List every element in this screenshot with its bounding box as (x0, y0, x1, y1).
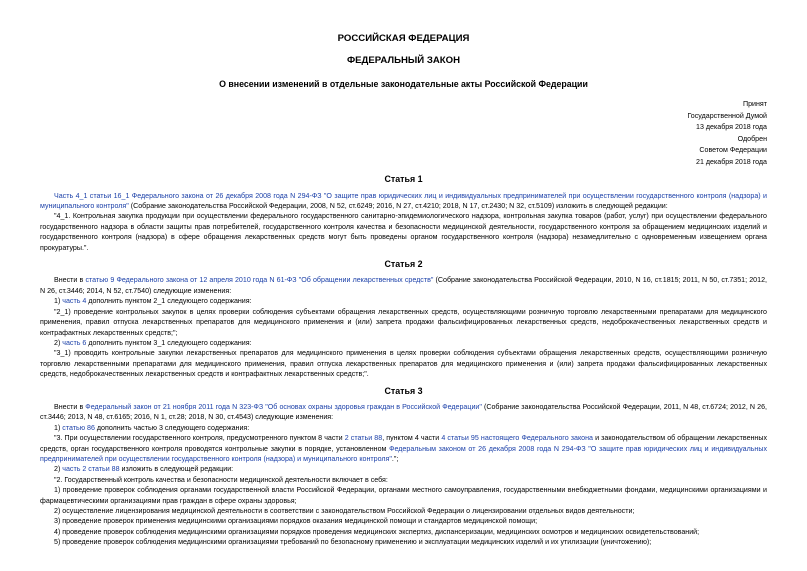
article-2-item-2-quote: "3_1) проводить контрольные закупки лекарственных препаратов для медицинского применения в целях проверки соблюдения субъектами обращения лекарственных средств, осуществляющими розничную торговлю лекарственными препаратами для медицинского применения, правил отпуска лекарственных препаратов для медицинского применения и (или) запрета продажи фальсифицированных лекарственных средств, недоброкачественных лекарственных средств и контрафактных лекарственных средств;". (40, 349, 767, 379)
article-2-item-2-num: 2) (54, 338, 63, 347)
article-2-item-1-text: дополнить пунктом 2_1 следующего содержания: (86, 297, 252, 306)
council-date: 21 декабря 2018 года (696, 157, 767, 166)
article-3-intro (40, 402, 767, 423)
article-2-item-2 (40, 338, 767, 348)
article-88-link[interactable]: 2 статьи 88 (344, 434, 383, 443)
article-3-intro-pre: Внести в (54, 402, 86, 411)
article-1-intro-link[interactable]: Часть 4_1 статьи 16_1 Федерального закона от 26 декабря 2008 года N 294-ФЗ "О защите прав юридических лиц и индивидуальных предпринимателей при осуществлении государственного контроля (надзора) и муниципального контроля" (40, 191, 767, 211)
article-2-item-2-text: дополнить пунктом 3_1 следующего содержания: (86, 338, 252, 347)
article-2-item-2-link[interactable]: часть 6 (62, 338, 87, 347)
article-2-item-1-quote: "2_1) проведение контрольных закупок в целях проверки соблюдения субъектами обращения лекарственных средств, осуществляющими розничную торговлю лекарственными препаратами для медицинского применения, правил отпуска лекарственных препаратов для медицинского применения и (или) запрета продажи фальсифицированных лекарственных средств, недоброкачественных лекарственных средств и контрафактных лекарственных средств;"; (40, 307, 767, 337)
sub-item-3: 3) проведение проверок применения медицинскими организациями порядков оказания медицинской помощи и стандартов медицинской помощи; (54, 517, 538, 526)
adoption-block (40, 99, 767, 168)
article-2-item-1 (40, 296, 767, 306)
law-294-link[interactable]: Федеральным законом от 26 декабря 2008 года N 294-ФЗ "О защите прав юридических лиц и индивидуальных предпринимателей при осуществлении государственного контроля (надзора) и муниципального контроля" (40, 444, 767, 463)
article-3-item-2-num: 2) (54, 465, 63, 474)
article-1-intro-text: (Собрание законодательства Российской Федерации, 2008, N 52, ст.6249; 2016, N 27, ст.4210; 2018, N 17, ст.2430; N 32, ст.5109) изложить в следующей редакции: (128, 202, 668, 211)
article-3-item-1-link[interactable]: статью 86 (62, 423, 95, 432)
article-2-item-1-num: 1) (54, 297, 63, 306)
article-95-link[interactable]: 4 статьи 95 настоящего Федерального закона (441, 434, 593, 443)
article-3-item-2-quote: "2. Государственный контроль качества и безопасности медицинской деятельности включает в себя: (54, 475, 388, 484)
article-3-item-2-link[interactable]: часть 2 статьи 88 (62, 465, 120, 474)
article-3-item-1 (40, 423, 767, 433)
article-3-item-2-text: изложить в следующей редакции: (119, 465, 234, 474)
accepted-label: Принят (742, 100, 767, 109)
article-3-item-2 (40, 464, 767, 474)
article-2-intro-link[interactable]: статью 9 Федерального закона от 12 апреля 2010 года N 61-ФЗ "Об обращении лекарственных средств" (85, 276, 434, 285)
sub-item-5: 5) проведение проверок соблюдения медицинскими организациями требований по безопасному применению и эксплуатации медицинских изделий и их утилизации (уничтожению); (54, 538, 652, 547)
quote-part-a: "3. При осуществлении государственного контроля, предусмотренного пунктом 8 части (54, 434, 345, 443)
article-3-title: Статья 3 (384, 385, 423, 396)
article-1-quote: "4_1. Контрольная закупка продукции при осуществлении федерального государственного санитарно-эпидемиологического надзора, контрольная закупка товаров (работ, услуг) при осуществлении федерального государственного надзора в области защиты прав потребителей, государственного контроля качества и безопасности медицинской деятельности, государственного контроля за обращением медицинских изделий и государственного контроля (надзора) в сфере обращения лекарственных средств могут быть проведены органом государственного контроля (надзора) незамедлительно с одновременным извещением органа прокуратуры.". (40, 212, 767, 252)
law-title: О внесении изменений в отдельные законодательные акты Российской Федерации (219, 78, 588, 89)
article-3-intro-link[interactable]: Федеральный закон от 21 ноября 2011 года N 323-ФЗ "Об основах охраны здоровья граждан в Российской Федерации" (85, 402, 482, 411)
quote-part-c: и законодательством об обращении лекарственных средств, орган государственного контроля проводятся контрольные закупки в порядке, установленном (40, 434, 767, 453)
sub-item-4: 4) проведение проверок соблюдения медицинскими организациями порядков проведения медицинских экспертиз, диспансеризации, медицинских осмотров и медицинских освидетельствований; (54, 527, 700, 536)
sub-item-2: 2) осуществление лицензирования медицинской деятельности в соответствии с законодательством Российской Федерации о лицензировании отдельных видов деятельности; (54, 507, 635, 515)
article-2-item-1-link[interactable]: часть 4 (62, 297, 87, 306)
article-3-item-1-num: 1) (54, 423, 63, 432)
approved-label: Одобрен (737, 134, 767, 143)
article-3-intro-text: (Собрание законодательства Российской Федерации, 2011, N 48, ст.6724; 2012, N 26, ст.3446; 2013, N 48, ст.6165; 2016, N 1, ст.28; 2018, N 30, ст.4543) следующие изменения: (40, 402, 767, 422)
article-3-item-1-text: дополнить частью 3 следующего содержания: (94, 423, 250, 432)
federation-heading: РОССИЙСКАЯ ФЕДЕРАЦИЯ (337, 33, 470, 44)
duma-date: 13 декабря 2018 года (696, 123, 767, 132)
article-1-title: Статья 1 (384, 174, 423, 185)
article-2-intro-text: (Собрание законодательства Российской Федерации, 2010, N 16, ст.1815; 2011, N 50, ст.7351; 2012, N 26, ст.3446; 2014, N 52, ст.7540) следующие изменения: (40, 276, 767, 295)
duma-label: Государственной Думой (687, 111, 767, 120)
law-type-heading: ФЕДЕРАЛЬНЫЙ ЗАКОН (346, 55, 461, 67)
article-2-intro (40, 275, 767, 296)
quote-part-b: , пунктом 4 части (382, 434, 442, 443)
article-2-intro-pre: Внести в (54, 276, 86, 285)
sub-item-1: 1) проведение проверок соблюдения органами государственной власти Российской Федерации, органами местного самоуправления, государственными внебюджетными фондами, медицинскими организациями и фармацевтическими организациями прав граждан в сфере охраны здоровья; (40, 486, 767, 505)
article-2-title: Статья 2 (384, 259, 423, 270)
quote-part-d: ."; (391, 454, 399, 463)
article-1-intro (40, 191, 767, 212)
council-label: Советом Федерации (699, 146, 767, 155)
article-3-item-1-quote (40, 433, 767, 464)
